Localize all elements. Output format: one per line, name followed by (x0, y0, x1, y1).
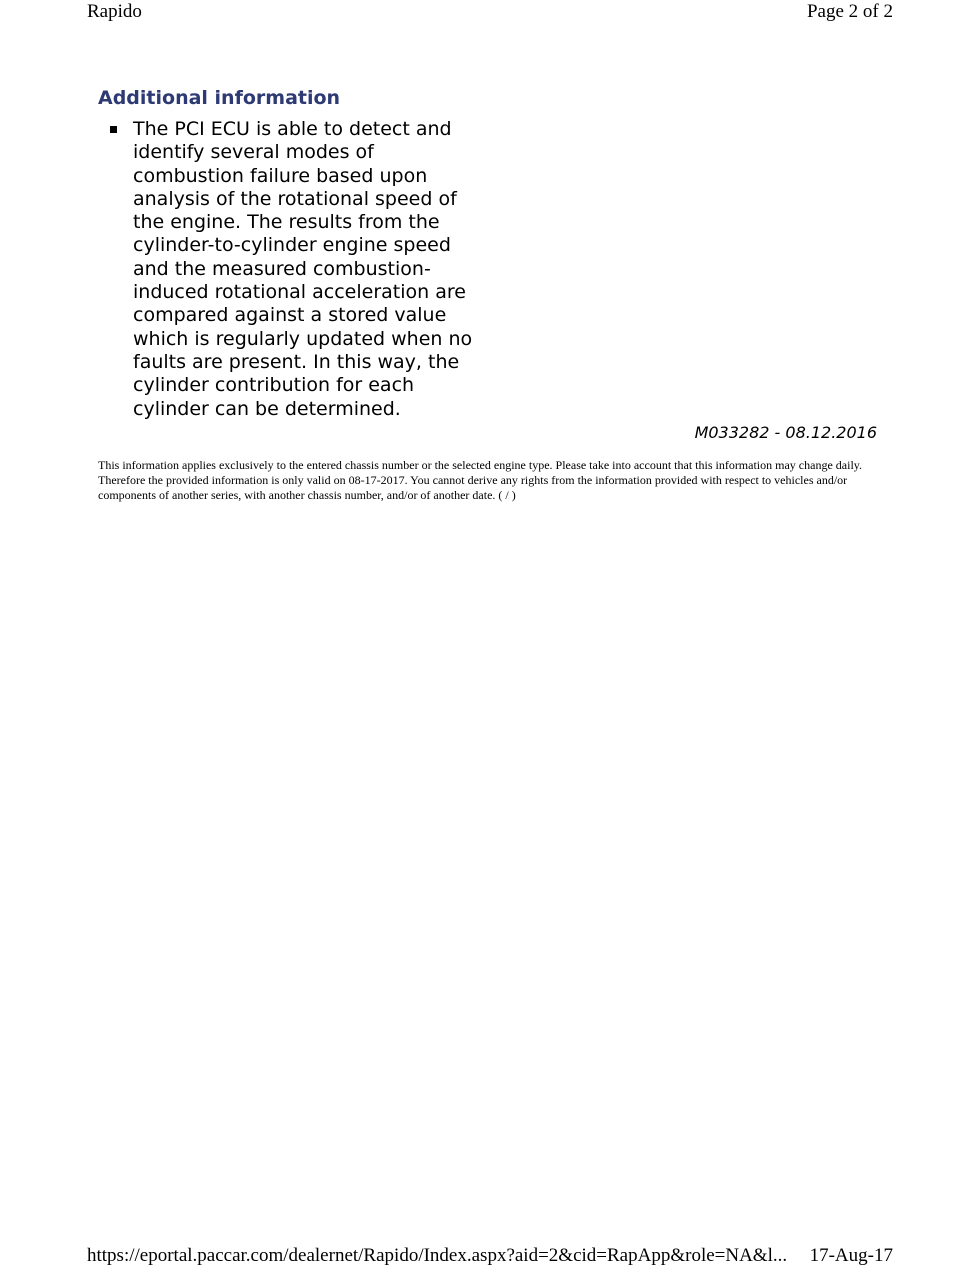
print-footer-url: https://eportal.paccar.com/dealernet/Rapido/Index.aspx?aid=2&cid=RapApp&role=NA&l... (87, 1245, 788, 1266)
document-id: M033282 - 08.12.2016 (694, 423, 877, 442)
disclaimer-text: This information applies exclusively to the entered chassis number or the selected engine type. Please take into account that this information may change daily. Therefore the provided information is only valid on 08-17-2017. You cannot derive any rights from the information provided with respect to vehicles and/or components of another series, with another chassis number, and/or of another date. ( / ) (98, 458, 862, 502)
print-header-page-number: Page 2 of 2 (806, 1, 893, 22)
bullet-list (110, 118, 482, 421)
bullet-text: The PCI ECU is able to detect and identify several modes of combustion failure based upon analysis of the rotational speed of the engine. The results from the cylinder-to-cylinder engine speed and the measured combustion-induced rotational acceleration are compared against a stored value which is regularly updated when no faults are present. In this way, the cylinder contribution for each cylinder can be determined. (133, 118, 473, 420)
list-item (110, 118, 482, 421)
square-bullet-icon (110, 126, 117, 133)
section-heading: Additional information (98, 87, 341, 109)
print-header-title: Rapido (87, 1, 142, 22)
print-footer-date: 17-Aug-17 (809, 1245, 893, 1266)
